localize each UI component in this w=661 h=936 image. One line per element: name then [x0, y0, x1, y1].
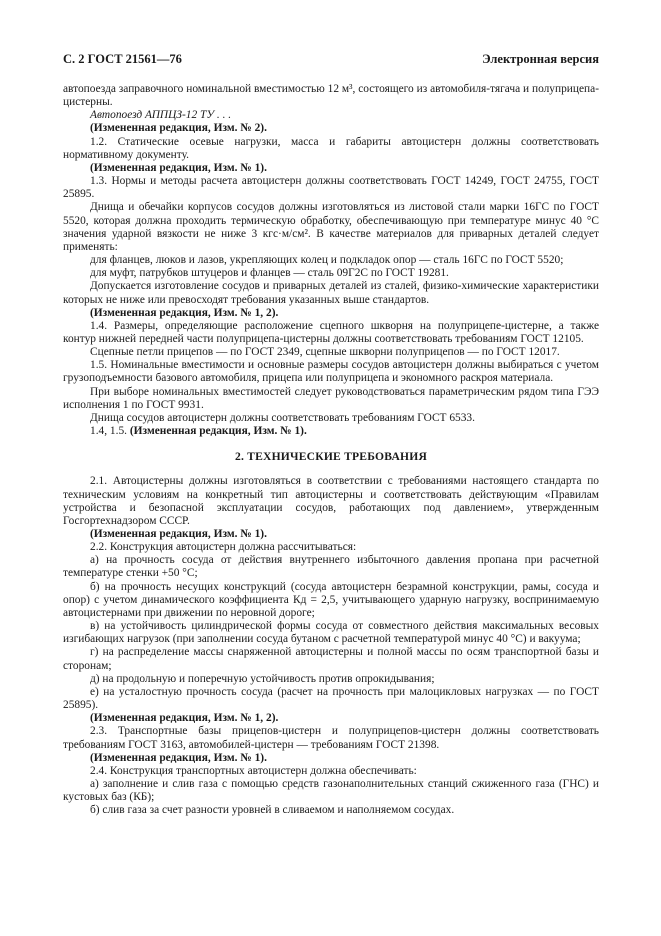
list-item: а) на прочность сосуда от действия внутреннего избыточного давления пропана при расчетной температуре стенки +50 °С;	[63, 554, 599, 580]
paragraph: 2.2. Конструкция автоцистерн должна рассчитываться:	[90, 541, 357, 554]
paragraph: 1.4. Размеры, определяющие расположение сцепного шкворня на полуприцепе-цистерне, а также контур нижней передней части полуприцепа-цистерны должны соответствовать требованиям ГОСТ 12105.	[63, 319, 599, 345]
list-item: е) на усталостную прочность сосуда (расчет на прочность при малоцикловых нагрузках — по ГОСТ 25895).	[63, 685, 599, 712]
list-item: д) на продольную и поперечную устойчивость против опрокидывания;	[90, 672, 435, 685]
paragraph: 2.3. Транспортные базы прицепов-цистерн и полуприцепов-цистерн должны соответствовать требованиям ГОСТ 3163, автомобилей-цистерн — требованиям ГОСТ 21398.	[63, 725, 599, 751]
paragraph: 1.3. Нормы и методы расчета автоцистерн должны соответствовать ГОСТ 14249, ГОСТ 24755, ГОСТ 25895.	[63, 175, 599, 201]
paragraph: 2.1. Автоцистерны должны изготовляться в соответствии с требованиями настоящего стандарта по техническим условиям на конкретный тип автоцистерны и соответствовать действующим «Правилам устройства и безопасной эксплуатации сосудов, работающих под давлением», утвержденным Госгортехнадзором СССР.	[63, 475, 599, 527]
paragraph: При выборе номинальных вместимостей следует руководствоваться параметрическим рядом типа ГЭЭ исполнения 1 по ГОСТ 9931.	[63, 385, 599, 411]
revision-note: (Измененная редакция, Изм. № 1, 2).	[90, 712, 279, 725]
list-item: б) слив газа за счет разности уровней в сливаемом и наполняемом сосудах.	[90, 804, 455, 817]
revision-note: (Измененная редакция, Изм. № 2).	[90, 122, 267, 135]
paragraph: Допускается изготовление сосудов и приварных деталей из сталей, физико-химические характеристики которых не ниже или превосходят требования указанных выше стандартов.	[63, 280, 599, 306]
paragraph: 1.2. Статические осевые нагрузки, масса и габариты автоцистерн должны соответствовать нормативному документу.	[63, 135, 599, 161]
list-item: а) заполнение и слив газа с помощью средств газонаполнительных станций сжиженного газа (ГНС) и кустовых баз (КБ);	[63, 777, 599, 804]
page-header	[63, 52, 599, 68]
paragraph: Днища и обечайки корпусов сосудов должны изготовляться из листовой стали марки 16ГС по ГОСТ 5520, которая должна проходить термическую обработку, обеспечивающую при температуре минус 40 °С значения ударной вязкости не ниже 3 кгс·м/см². В качестве материалов для приварных деталей следует применять:	[63, 201, 599, 253]
document-body	[63, 83, 599, 817]
revision-note-combined	[63, 425, 599, 438]
paragraph: 1.5. Номинальные вместимости и основные размеры сосудов автоцистерн должны выбираться с учетом грузоподъемности базового автомобиля, прицепа или полуприцепа и экономного раскроя материала.	[63, 359, 599, 385]
paragraph-example: Автопоезд АППЦЗ-12 ТУ . . .	[90, 109, 232, 122]
section-title: 2. ТЕХНИЧЕСКИЕ ТРЕБОВАНИЯ	[234, 450, 428, 464]
list-item: в) на устойчивость цилиндрической формы сосуда от совместного действия максимальных весовых изгибающих нагрузок (при заполнении сосуда бутаном с расчетной температурой минус 40 °С) и вакуума;	[63, 620, 599, 646]
revision-note: (Измененная редакция, Изм. № 1, 2).	[90, 306, 279, 319]
paragraph: автопоезда заправочного номинальной вместимостью 12 м³, состоящего из автомобиля-тягача и полуприцепа-цистерны.	[63, 83, 599, 109]
edition-label: Электронная версия	[482, 52, 599, 66]
clause-numbers: 1.4, 1.5.	[90, 425, 130, 438]
revision-note: (Измененная редакция, Изм. № 1).	[90, 528, 267, 540]
list-item: б) на прочность несущих конструкций (сосуда автоцистерн безрамной конструкции, рамы, сосуда и опор) с учетом динамического коэффициента Кд = 2,5, учитывающего ударную нагрузку, воспринимаемую автоцистернами при движении по неровной дороге;	[63, 580, 599, 619]
list-item: г) на распределение массы снаряженной автоцистерны и полной массы по осям транспортной базы и сторонам;	[63, 646, 599, 672]
revision-note: (Измененная редакция, Изм. № 1).	[129, 425, 307, 438]
paragraph: Днища сосудов автоцистерн должны соответствовать требованиям ГОСТ 6533.	[90, 411, 475, 424]
revision-note: (Измененная редакция, Изм. № 1).	[90, 751, 267, 764]
paragraph: Сцепные петли прицепов — по ГОСТ 2349, сцепные шкворни полуприцепов — по ГОСТ 12017.	[90, 346, 560, 359]
paragraph: для фланцев, люков и лазов, укрепляющих колец и подкладок опор — сталь 16ГС по ГОСТ 5520;	[90, 254, 564, 267]
page-number-and-standard: С. 2 ГОСТ 21561—76	[63, 52, 182, 66]
paragraph: для муфт, патрубков штуцеров и фланцев — сталь 09Г2С по ГОСТ 19281.	[90, 267, 449, 280]
revision-note: (Измененная редакция, Изм. № 1).	[90, 161, 267, 174]
paragraph: 2.4. Конструкция транспортных автоцистерн должна обеспечивать:	[90, 764, 417, 777]
